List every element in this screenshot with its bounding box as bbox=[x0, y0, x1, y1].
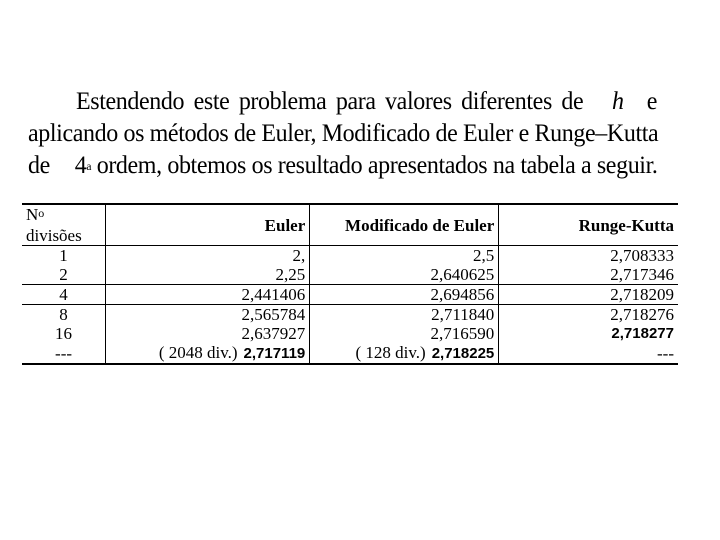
paragraph-text: de bbox=[28, 152, 50, 179]
cell-euler: 2,441406 bbox=[106, 285, 310, 305]
table-row bbox=[22, 305, 678, 325]
cell-runge-kutta-best: 2,718277 bbox=[611, 325, 674, 342]
cell-divisions: 2 bbox=[22, 265, 106, 285]
results-table bbox=[22, 203, 678, 365]
paragraph-text: Estendendo este problema para valores diferentes de bbox=[76, 88, 584, 115]
paragraph-line-2: aplicando os métodos de Euler, Modificado de Euler e Runge–Kutta bbox=[28, 120, 659, 147]
cell-divisions: 16 bbox=[22, 324, 106, 343]
paragraph-line-1 bbox=[28, 86, 657, 118]
cell-runge-kutta: 2,717346 bbox=[499, 265, 678, 285]
cell-euler: 2, bbox=[106, 246, 310, 266]
modified-euler-best-value: 2,718225 bbox=[431, 345, 495, 362]
variable-h: h bbox=[612, 88, 624, 115]
cell-modified-euler: 2,5 bbox=[310, 246, 499, 266]
table-row bbox=[22, 285, 678, 305]
cell-euler: 2,565784 bbox=[106, 305, 310, 325]
cell-euler-best bbox=[106, 343, 310, 364]
cell-divisions: 1 bbox=[22, 246, 106, 266]
cell-modified-euler-best bbox=[310, 343, 499, 364]
paragraph-line-3 bbox=[28, 150, 658, 185]
header-divisions bbox=[22, 204, 106, 246]
cell-divisions: 4 bbox=[22, 285, 106, 305]
cell-euler: 2,25 bbox=[106, 265, 310, 285]
cell-divisions: 8 bbox=[22, 305, 106, 325]
ordinal-number: 4 bbox=[74, 152, 87, 179]
cell-divisions: --- bbox=[22, 343, 106, 364]
table-row bbox=[22, 324, 678, 343]
cell-modified-euler: 2,640625 bbox=[310, 265, 499, 285]
header-text: divisões bbox=[26, 226, 82, 245]
cell-modified-euler: 2,716590 bbox=[310, 324, 499, 343]
euler-best-value: 2,717119 bbox=[243, 345, 306, 362]
cell-runge-kutta: 2,708333 bbox=[610, 246, 674, 265]
table-header-row bbox=[22, 204, 678, 246]
header-runge-kutta: Runge-Kutta bbox=[499, 204, 678, 246]
header-modified-euler: Modificado de Euler bbox=[310, 204, 499, 246]
divisions-note: ( 128 div.) bbox=[355, 343, 426, 362]
header-text: N bbox=[26, 205, 39, 224]
table-row bbox=[22, 246, 678, 266]
cell-modified-euler: 2,694856 bbox=[310, 285, 499, 305]
cell-runge-kutta: 2,718276 bbox=[610, 305, 674, 324]
cell-runge-kutta: 2,718209 bbox=[499, 285, 678, 305]
intro-paragraph bbox=[28, 86, 659, 185]
ordinal-superscript: a bbox=[86, 159, 92, 173]
table-row bbox=[22, 343, 678, 364]
cell-runge-kutta: --- bbox=[657, 343, 674, 363]
table-row bbox=[22, 265, 678, 285]
header-euler: Euler bbox=[106, 204, 310, 246]
header-superscript: o bbox=[38, 206, 45, 220]
cell-euler: 2,637927 bbox=[106, 324, 310, 343]
cell-modified-euler: 2,711840 bbox=[310, 305, 499, 325]
paragraph-text: ordem, obtemos os resultado apresentados na tabela a seguir. bbox=[96, 152, 658, 179]
paragraph-text: e bbox=[646, 88, 657, 115]
divisions-note: ( 2048 div.) bbox=[158, 343, 238, 362]
